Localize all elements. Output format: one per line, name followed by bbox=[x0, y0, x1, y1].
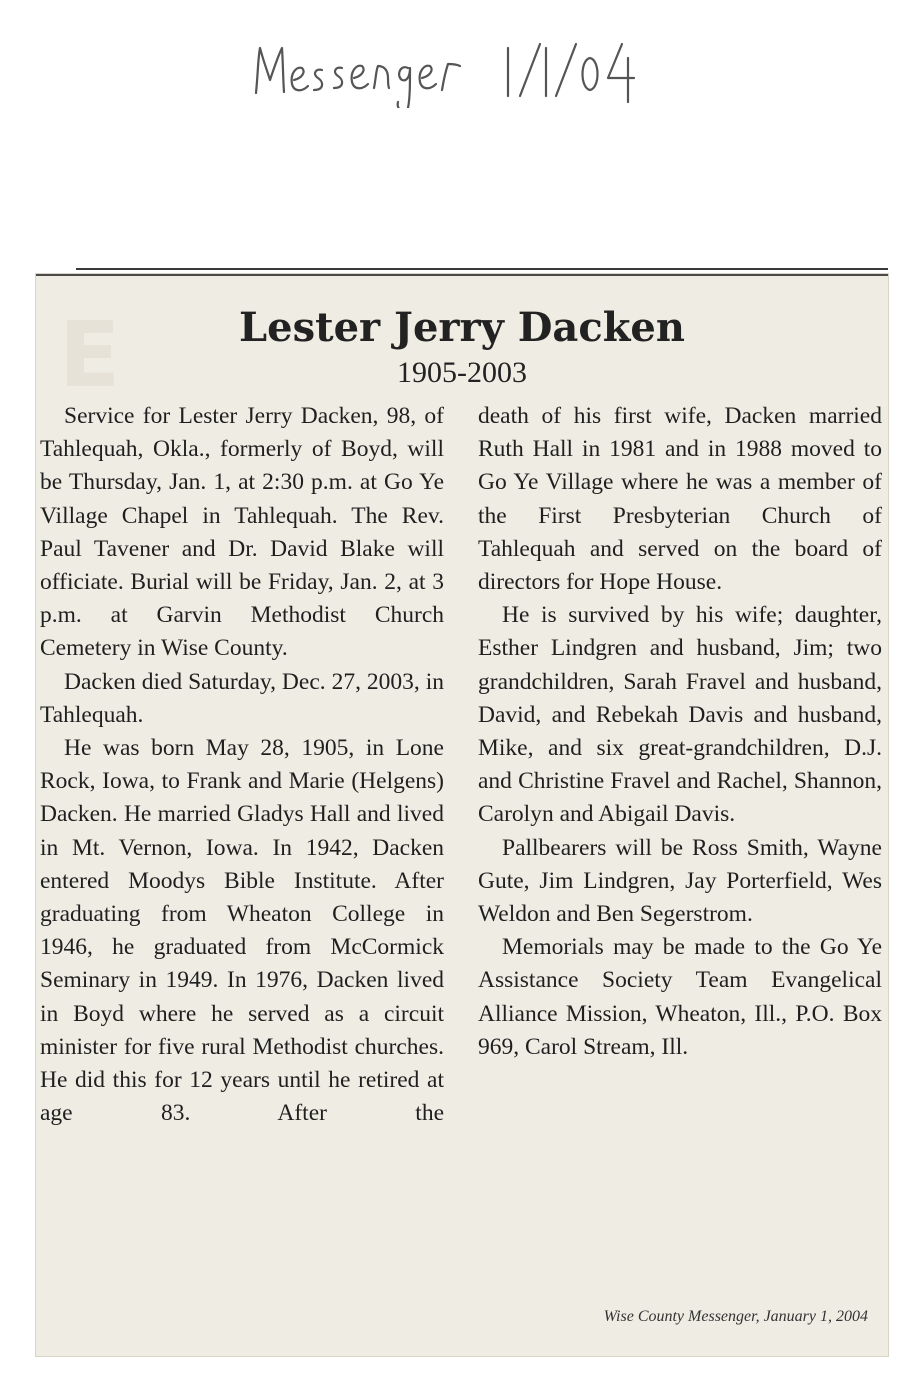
obituary-title: Lester Jerry Dacken bbox=[239, 304, 685, 351]
paragraph-pallbearers: Pallbearers will be Ross Smith, Wayne Gute, Jim Lindgren, Jay Porterfield, Wes Weldon and Ben Segerstrom. bbox=[478, 834, 882, 928]
newspaper-clipping bbox=[36, 274, 888, 1356]
paragraph-biography-continued: death of his first wife, Dacken married Ruth Hall in 1981 and in 1988 moved to Go Ye Village where he was a member of the First Presbyterian Church of Tahlequah and served on the board of directors for Hope House. bbox=[478, 403, 882, 596]
paragraph-service: Service for Lester Jerry Dacken, 98, of Tahlequah, Okla., formerly of Boyd, will be Thursday, Jan. 1, at 2:30 p.m. at Go Ye Village Chapel in Tahlequah. The Rev. Paul Tavener and Dr. David Blake will officiate. Burial will be Friday, Jan. 2, at 3 p.m. at Garvin Methodist Church Cemetery in Wise County. bbox=[40, 403, 444, 662]
paragraph-biography: He was born May 28, 1905, in Lone Rock, Iowa, to Frank and Marie (Helgens) Dacken. He married Gladys Hall and lived in Mt. Vernon, Iowa. In 1942, Dacken entered Moodys Bible Institute. After graduating from Wheaton College in 1946, he graduated from McCormick Seminary in 1949. In 1976, Dacken lived in Boyd where he served as a circuit minister for five rural Methodist churches. He did this for 12 years until he retired at age 83. After the bbox=[40, 735, 444, 1127]
left-column bbox=[40, 400, 444, 1130]
paragraph-memorials: Memorials may be made to the Go Ye Assistance Society Team Evangelical Alliance Mission, Wheaton, Ill., P.O. Box 969, Carol Stream, Ill. bbox=[478, 934, 882, 1060]
bleed-through-decoration: ᴇ bbox=[56, 276, 124, 415]
handwritten-note bbox=[250, 18, 650, 108]
paragraph-survivors: He is survived by his wife; daughter, Esther Lindgren and husband, Jim; two grandchildren, Sarah Fravel and husband, David, and Rebekah Davis and husband, Mike, and six great-grandchildren, D.J. and Christine Fravel and Rachel, Shannon, Carolyn and Abigail Davis. bbox=[478, 602, 882, 828]
right-column bbox=[478, 400, 882, 1064]
paragraph-death: Dacken died Saturday, Dec. 27, 2003, in Tahlequah. bbox=[40, 668, 444, 728]
obituary-years: 1905-2003 bbox=[397, 356, 527, 389]
source-credit: Wise County Messenger, January 1, 2004 bbox=[603, 1308, 868, 1325]
